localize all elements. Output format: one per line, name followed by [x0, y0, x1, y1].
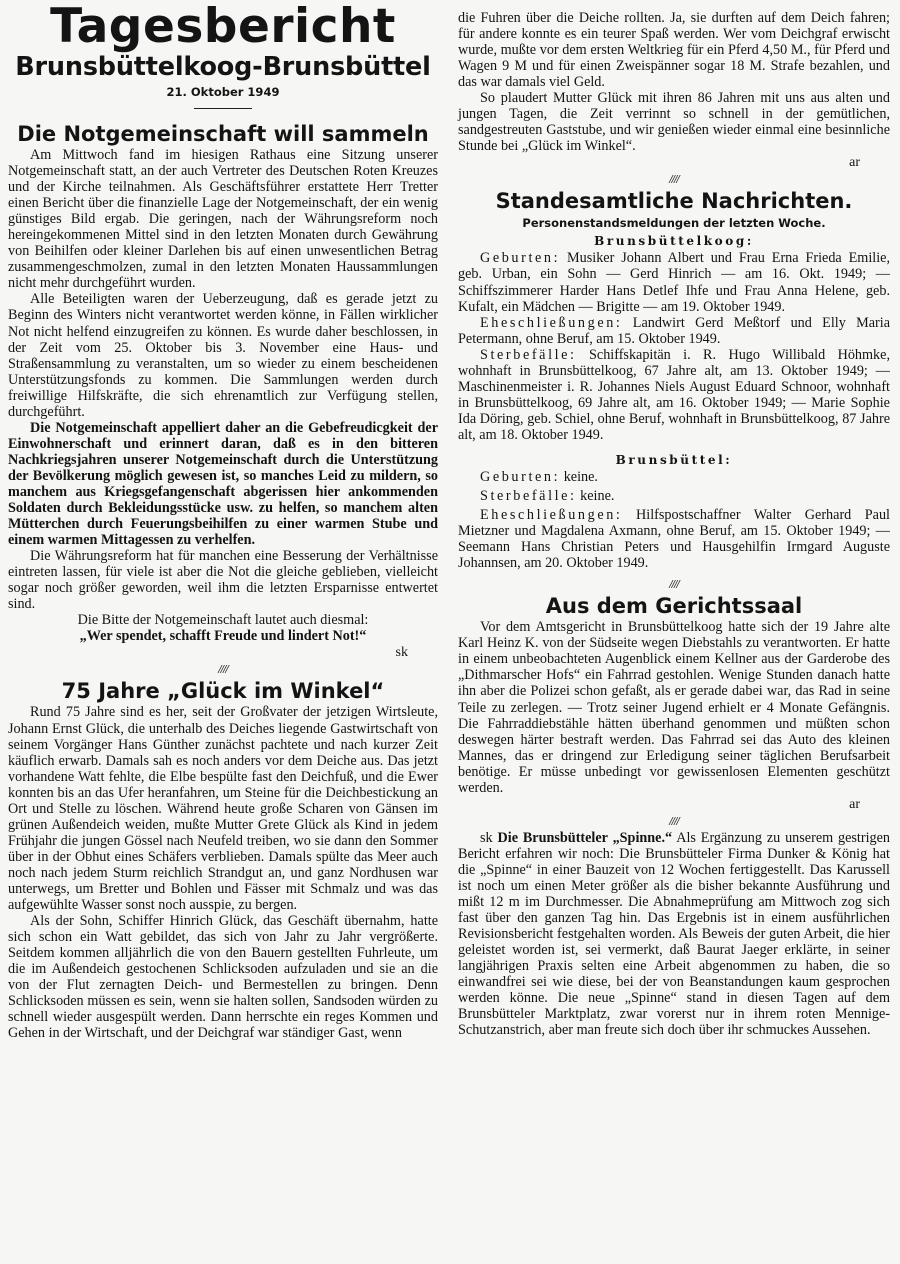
article-headline: Aus dem Gerichtssaal — [545, 594, 803, 619]
registry-label: Eheschließungen: — [480, 314, 623, 331]
article-inline-title: Die Brunsbütteler „Spinne.“ — [497, 829, 673, 846]
registry-entry — [458, 315, 890, 347]
article-bold-paragraph: Die Notgemeinschaft appelliert daher an die Gebefreudicgkeit der Einwohnerschaft und erinnert daran, daß es in den bitteren Nachkriegsjahren unserer Notgemeinschaft durch die Unterstützung der Bevölkerung möglich gewesen ist, so manches Leid zu mildern, so manchem aus Kriegsgefangenschaft abgerissen hier ankommenden Soldaten durch Bekleidungsstücke usw. zu helfen, so manchem alten Mütterchen durch Feuerungsbeihilfen zu einer warmen Stube und einem warmen Mittagessen zu verhelfen. — [8, 419, 438, 549]
registry-label: Eheschließungen: — [480, 507, 623, 524]
article-spinne — [458, 830, 890, 1039]
article-paragraph: Rund 75 Jahre sind es her, seit der Großvater der jetzigen Wirtsleute, Johann Ernst Glück, die unterhalb des Deiches liegende Gastwirtschaft von seinem Vorgänger Hans Günther zunächst pachtete und nach kurzer Zeit käuflich erwarb. Damals sah es noch anders vor dem Deiche aus. Das jetzt vorhandene Watt fehlte, die Elbe bespülte fast den Deichfuß, und die Ewer konnten bis an das Ufer heranfahren, um Steine für die Deichbestickung an Ort und Stelle zu löschen. Während heute große Scharen von Gänsen im grünen Außendeich weiden, mußte Mutter Grete Glück als Kind in jedem Frühjahr die jungen Gössel nach Neufeld treiben, wo sie dann den Sommer über in der Obhut eines Schäfers verblieben. Damals spülte das Meer auch noch nach jedem Sturm reichlich Strandgut an, und ganz Nordhusen war unterwegs, um Bretter und Bohlen und Fässer mit Schmalz und was das aufgewühlte Wasser sonst noch ausspie, zu bergen. — [8, 704, 438, 914]
right-column — [458, 10, 890, 1038]
article-headline: Die Notgemeinschaft will sammeln — [17, 122, 429, 146]
section-divider-ornament: //// — [669, 815, 679, 827]
article-gerichtssaal — [458, 593, 890, 814]
author-prefix: sk — [480, 829, 493, 846]
left-column — [8, 0, 438, 1041]
masthead-rule — [194, 108, 252, 109]
article-text: Als Ergänzung zu unserem gestrigen Bericht erfahren wir noch: Die Brunsbütteler Firma Dunker & König hat die „Spinne“ in einer Bauzeit von 12 Wochen fertiggestellt. Das Karussell ist noch um einen Meter größer als die bisher bekannte Ausführung und mißt 12 m im Durchmesser. Die Abnahmeprüfung am Mittwoch zog sich fast über den ganzen Tag hin. Das Ergebnis ist in einem ausführlichen Revisionsbericht festgehalten worden. Als Beweis der guten Arbeit, die hier geleistet worden ist, sei vermerkt, daß Baurat Jaeger erklärte, in seiner langjährigen Praxis selten eine Arbeit abgenommen zu haben, die so einwandfrei sei wie diese, bei der von Beanstandungen kaum gesprochen werden könne. Die neue „Spinne“ stand in diesen Tagen auf dem Brunsbütteler Marktplatz, zwar vorerst nur in ihrem roten Mennige-Schutzanstrich, aber man freute sich doch über ihr schmuckes Aussehen. — [458, 829, 891, 1039]
masthead-title: Tagesbericht — [50, 0, 396, 54]
article-headline: Standesamtliche Nachrichten. — [495, 189, 853, 214]
registry-label: Geburten: — [480, 250, 561, 267]
registry-label: Sterbefälle: — [480, 488, 577, 505]
registry-entry — [458, 488, 890, 504]
article-headline: 75 Jahre „Glück im Winkel“ — [61, 679, 385, 704]
registry-label: Sterbefälle: — [480, 346, 577, 363]
registry-text: Landwirt Gerd Meßtorf und Elly Maria Petermann, ohne Beruf, am 15. Oktober 1949. — [458, 314, 890, 347]
article-standesamt — [458, 188, 890, 571]
article-paragraph: Vor dem Amtsgericht in Brunsbüttelkoog hatte sich der 19 Jahre alte Karl Heinz K. von der Südseite wegen Diebstahls zu verantworten. Er hatte in einem unbeobachteten Augenblick einem Kellner aus der Garderobe des „Dithmarscher Hofs“ ein Fahrrad gestohlen. Wenige Stunden danach hatte ihn aber die Polizei schon gefaßt, als er gerade dabei war, das Rad in seine Teile zu zerlegen. — Trotz seiner Jugend erhielt er 4 Monate Gefängnis. Die Fahrraddiebstähle hätten überhand genommen und müßten schon deswegen härter bestraft werden. Das Fahrrad sei das Auto des kleinen Mannes, das er dringend zur Erledigung seiner täglichen Berufsarbeit benötige. Er müsse unbedingt vor gewissenlosen Elementen geschützt werden. — [458, 619, 890, 796]
article-notgemeinschaft — [8, 121, 438, 662]
registry-text: keine. — [580, 488, 615, 505]
registry-entry — [458, 250, 890, 314]
registry-entry — [458, 347, 890, 443]
article-signature: ar — [849, 155, 860, 171]
registry-text: Musiker Johann Albert und Frau Erna Frieda Emilie, geb. Urban, ein Sohn — Gerd Hinrich — am 16. Okt. 1949; — Schiffszimmerer Harder Hans Detlef Ihfe und Frau Anna Helene, geb. Kufalt, ein Mädchen — Brigitte — am 19. Oktober 1949. — [458, 250, 890, 315]
article-paragraph: Alle Beteiligten waren der Ueberzeugung, daß es gerade jetzt zu Beginn des Winters nicht verantwortet werden könne, in Fällen wirklicher Not nicht helfend einzugreifen zu können. Es wurde daher beschlossen, in der Zeit vom 25. Oktober bis 3. November eine Haus- und Straßensammlung zu veranstalten, um so wieder zu einem bescheidenen Unterstützungsfonds zu kommen. Die Sammlungen werden durch freiwillige Hilfskräfte, die sich ehrenamtlich zur Verfügung stellen, durchgeführt. — [8, 291, 438, 420]
article-glueck-im-winkel — [8, 678, 438, 1041]
registry-text: Schiffskapitän i. R. Hugo Willibald Höhmke, wohnhaft in Brunsbüttelkoog, 67 Jahre alt, am 13. Oktober 1949; — Maschinenmeister i. R. Johannes Niels August Eduard Schnoor, wohnhaft in Brunsbüttelkoog, 69 Jahre alt, am 16. Oktober 1949; — Marie Sophie Ida Döring, geb. Schiel, ohne Beruf, wohnhaft in Brunsbüttelkoog, 87 Jahre alt, am 18. Oktober 1949. — [458, 346, 890, 443]
article-paragraph: die Fuhren über die Deiche rollten. Ja, sie durften auf dem Deich fahren; für andere konnte es ein teurer Spaß werden. Wer vom Deichgraf erwischt wurde, mußte vor dem ersten Weltkrieg für ein Pferd 4,50 M., für Pferd und Wagen 9 M und für einen Zweispänner sogar 18 M. Strafe bezahlen, und das war damals viel Geld. — [458, 10, 890, 91]
appeal-intro: Die Bitte der Notgemeinschaft lautet auch diesmal: — [77, 612, 369, 629]
article-paragraph: Am Mittwoch fand im hiesigen Rathaus eine Sitzung unserer Notgemeinschaft statt, an der auch Vertreter des Deutschen Roten Kreuzes und der Kirche teilnahmen. Als Geschäftsführer erstattete Herr Tretter einen Bericht über die finanzielle Lage der Notgemeinschaft, der ein wenig günstiges Bild ergab. Die geringen, nach der Währungsreform noch hereingekommenen Mittel sind in den letzten Monaten durch Gewährung von Beihilfen oder kleiner Darlehen bis auf einen unwesentlichen Betrag zusammengeschmolzen, zumal in den letzten Monaten Haussammlungen nicht mehr durchgeführt wurden. — [8, 147, 438, 292]
masthead-subtitle: Brunsbüttelkoog-Brunsbüttel — [15, 52, 431, 82]
article-signature: ar — [849, 796, 860, 812]
article-signature: sk — [395, 645, 408, 661]
article-paragraph: Die Währungsreform hat für manchen eine Besserung der Verhältnisse eintreten lassen, für viele ist aber die Not die gleiche geblieben, vielleicht sogar noch größer geworden, weil ihm die letzten Ersparnisse entwertet sind. — [8, 548, 438, 613]
article-paragraph: So plaudert Mutter Glück mit ihren 86 Jahren mit uns aus alten und jungen Tagen, die Zeit verrinnt so schnell in der gemütlichen, sandgestreuten Gaststube, und wir genießen wieder einmal eine besinnliche Stunde bei „Glück im Winkel“. — [458, 90, 890, 155]
registry-text: Hilfspostschaffner Walter Gerhard Paul Mietzner und Magdalena Axmann, ohne Beruf, am 15. Oktober 1949; — Seemann Hans Christian Peters und Hausgehilfin Irmgard Auguste Johannsen, am 20. Oktober 1949. — [458, 507, 891, 572]
section-divider-ornament: //// — [669, 579, 679, 591]
masthead — [8, 2, 438, 109]
section-divider-ornament: //// — [218, 664, 228, 676]
section-divider-ornament: //// — [669, 174, 679, 186]
registry-entry — [458, 507, 890, 571]
masthead-date: 21. Oktober 1949 — [166, 85, 280, 99]
article-glueck-continuation — [458, 10, 890, 172]
registry-text: keine. — [563, 468, 598, 485]
article-paragraph: Als der Sohn, Schiffer Hinrich Glück, das Geschäft übernahm, hatte sich schon ein Watt gebildet, das sich von Jahr zu Jahr vergrößerte. Seitdem kommen alljährlich die von den Bauern gestellten Fuhrleute, um die im Außendeich gestochenen Schlicksoden aufzuladen und sie an die von der Flut zernagten Deich- und Bermestellen zu bringen. Denn Schlicksoden müssen es sein, wenn sie halten sollen, Sandsoden würden zu schnell wieder ausgespült werden. Dann herrschte ein reges Kommen und Gehen in der Wirtschaft, und der Deichgraf war ständiger Gast, wenn — [8, 913, 438, 1042]
place-heading-brunsbuettelkoog: Brunsbüttelkoog: — [594, 234, 754, 249]
registry-label: Geburten: — [480, 468, 561, 485]
appeal-quote: „Wer spendet, schafft Freude und lindert Not!“ — [79, 628, 367, 645]
place-heading-brunsbuettel: Brunsbüttel: — [615, 452, 733, 467]
article-subheadline: Personenstandsmeldungen der letzten Woche. — [522, 216, 826, 231]
registry-entry — [458, 469, 890, 485]
article-paragraph — [458, 830, 890, 1039]
